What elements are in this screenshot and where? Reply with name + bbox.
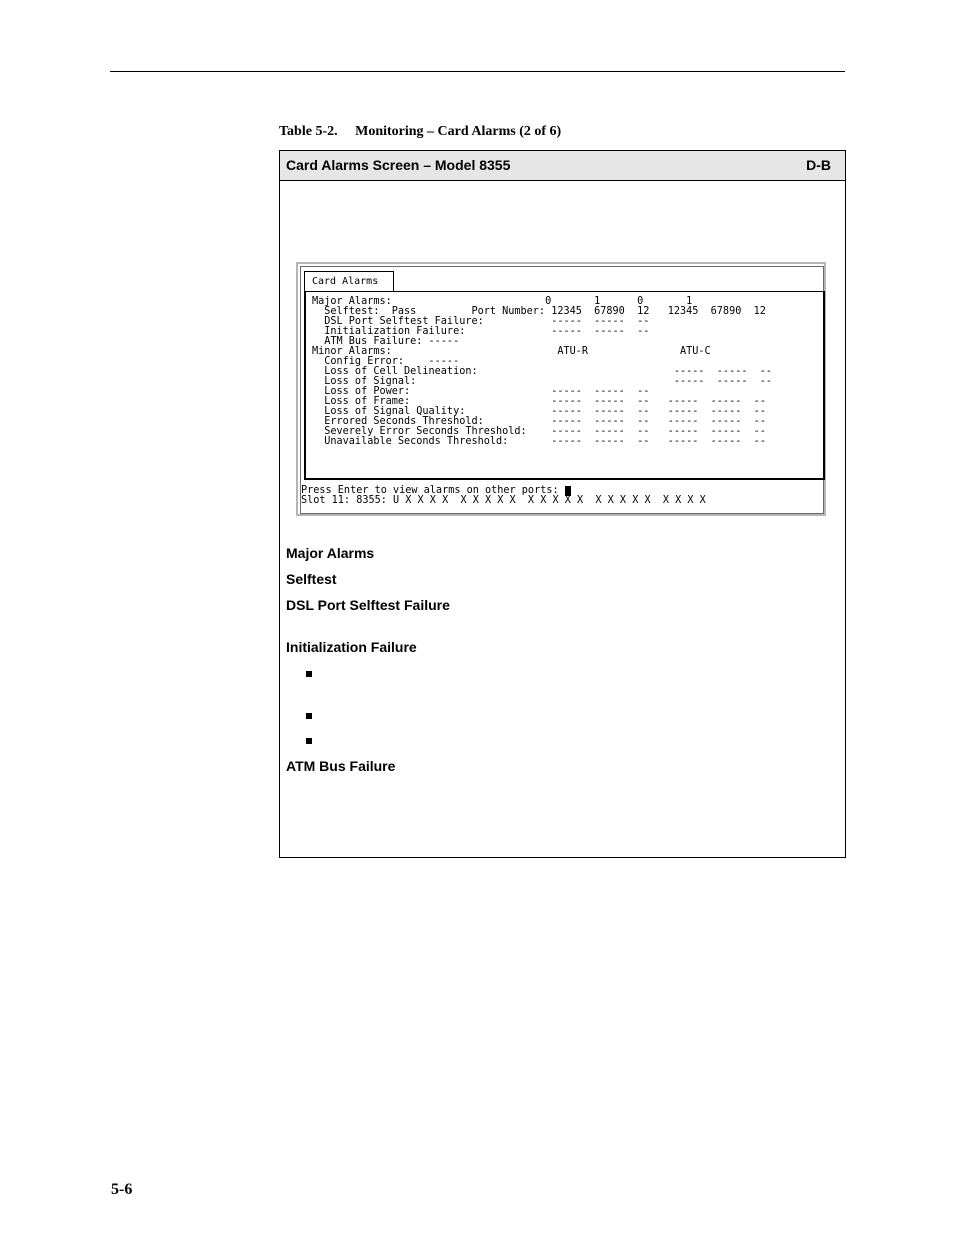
alarm-readout (312, 297, 772, 447)
line-loss-of-signal-quality: Loss of Signal Quality: ----- ----- -- ----- ----- -- (312, 406, 766, 417)
terminal-screen (296, 262, 826, 516)
line-initialization-failure: Initialization Failure: ----- ----- -- (312, 326, 650, 337)
line-dsl-port-selftest: DSL Port Selftest Failure: ----- ----- -- (312, 316, 650, 327)
label-initialization-failure: Initialization Failure (286, 639, 417, 655)
line-atm-bus-failure: ATM Bus Failure: ----- (312, 336, 460, 347)
enter-prompt: Press Enter to view alarms on other ports: (301, 485, 565, 496)
line-selftest: Selftest: Pass Port Number: 12345 67890 12 12345 67890 12 (312, 306, 766, 317)
label-dsl-port-selftest-failure: DSL Port Selftest Failure (286, 597, 450, 613)
line-loss-of-power: Loss of Power: ----- ----- -- (312, 386, 650, 397)
tab-card-alarms[interactable]: Card Alarms (304, 271, 394, 291)
line-errored-seconds-threshold: Errored Seconds Threshold: ----- ----- -- ----- ----- -- (312, 416, 766, 427)
slot-status-line: Slot 11: 8355: U X X X X X X X X X X X X X X X X X X X X X X X (301, 495, 706, 506)
card-alarms-panel (279, 150, 846, 858)
bullet-icon (306, 671, 312, 677)
page-number: 5-6 (111, 1181, 133, 1198)
label-selftest: Selftest (286, 571, 337, 587)
line-minor-alarms: Minor Alarms: ATU-R ATU-C (312, 346, 711, 357)
panel-header (280, 151, 845, 181)
table-caption: Table 5-2. Monitoring – Card Alarms (2 of 6) (279, 124, 562, 139)
bullet-icon (306, 738, 312, 744)
label-atm-bus-failure: ATM Bus Failure (286, 758, 396, 774)
top-rule (110, 71, 845, 72)
bullet-icon (306, 713, 312, 719)
line-major-alarms: Major Alarms: 0 1 0 1 (312, 296, 693, 307)
panel-title: Card Alarms Screen – Model 8355 (286, 157, 511, 173)
line-config-error: Config Error: ----- (312, 356, 460, 367)
line-severely-error-seconds-threshold: Severely Error Seconds Threshold: ----- ----- -- ----- ----- -- (312, 426, 766, 437)
terminal-footer (301, 486, 706, 506)
line-loss-of-signal: Loss of Signal: ----- ----- -- (312, 376, 773, 387)
line-loss-of-frame: Loss of Frame: ----- ----- -- ----- ----- -- (312, 396, 766, 407)
panel-code: D-B (806, 157, 831, 173)
label-major-alarms: Major Alarms (286, 545, 375, 561)
line-unavailable-seconds-threshold: Unavailable Seconds Threshold: ----- ----- -- ----- ----- -- (312, 436, 766, 447)
line-loss-of-cell-delineation: Loss of Cell Delineation: ----- ----- -- (312, 366, 773, 377)
terminal-screen-inner (300, 266, 824, 514)
